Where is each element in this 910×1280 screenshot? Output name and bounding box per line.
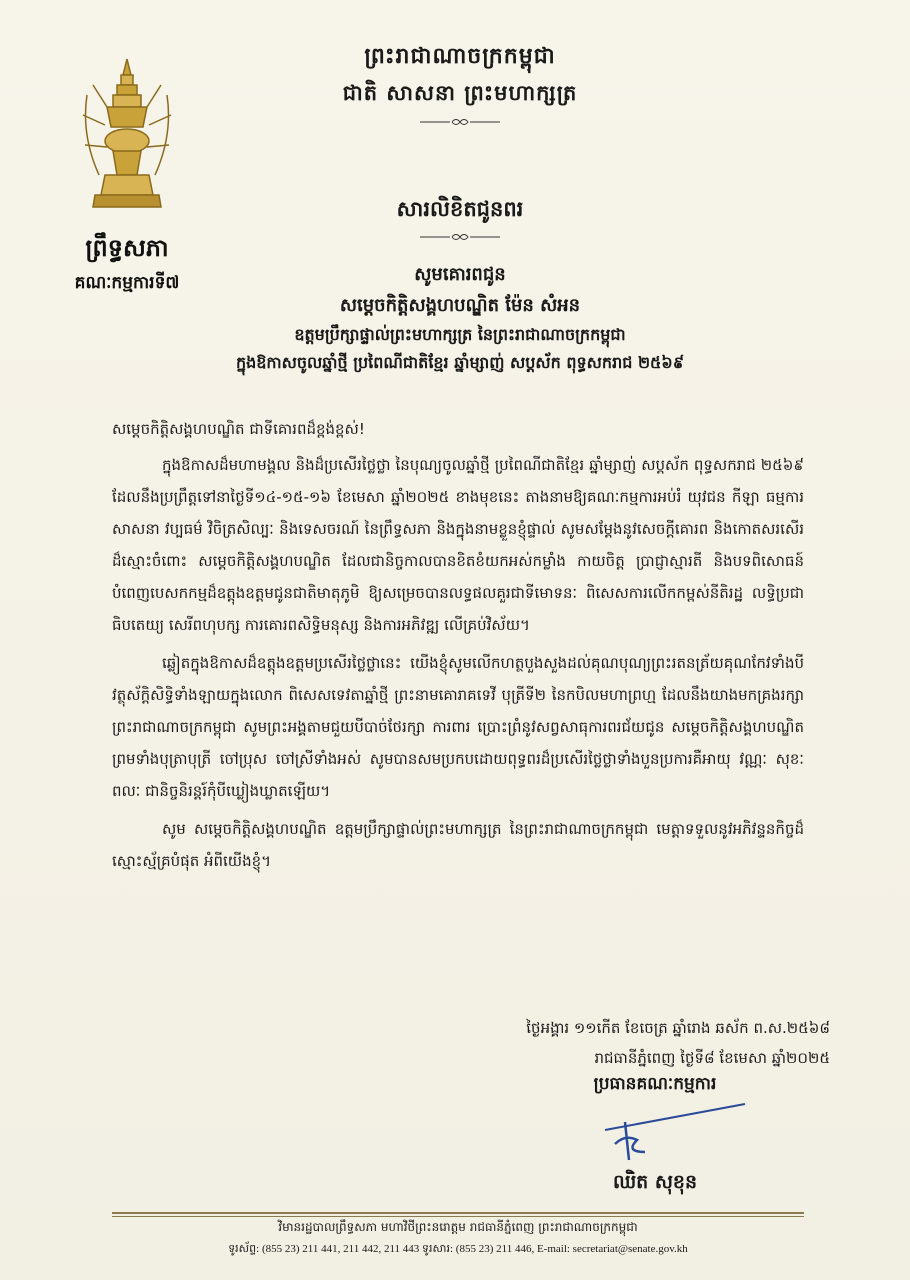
date-block — [410, 1013, 830, 1073]
footer-address: វិមានរដ្ឋបាលព្រឹទ្ធសភា មហាវិថីព្រះនរោត្តម រាជធានីភ្នំពេញ ព្រះរាជាណាចក្រកម្ពុជា — [278, 1220, 638, 1234]
letter-body — [112, 413, 804, 883]
kingdom-motto — [300, 42, 620, 127]
body-paragraph-3: សូម សម្តេចកិត្តិសង្គហបណ្ឌិត ឧត្តមប្រឹក្សាផ្ទាល់ព្រះមហាក្សត្រ នៃព្រះរាជាណាចក្រកម្ពុជា មេត្តាទទួលនូវអភិវន្ទនកិច្ចដ៏ស្មោះស្ម័គ្របំផុត អំពីយើងខ្ញុំ។ — [112, 820, 804, 870]
handwritten-signature — [595, 1100, 755, 1170]
salutation: សម្តេចកិត្តិសង្គហបណ្ឌិត ជាទីគោរពដ៏ខ្ពង់ខ្ពស់! — [112, 420, 365, 438]
divider-ornament-icon — [420, 117, 500, 127]
footer-divider-thin — [112, 1216, 804, 1217]
recipient-block — [130, 262, 790, 380]
kingdom-title: ព្រះរាជាណាចក្រកម្ពុជា — [364, 44, 556, 69]
national-motto: ជាតិ សាសនា ព្រះមហាក្សត្រ — [342, 81, 578, 105]
recipient-title: ឧត្តមប្រឹក្សាផ្ទាល់ព្រះមហាក្សត្រ នៃព្រះរាជាណាចក្រកម្ពុជា — [294, 325, 626, 344]
senate-emblem-icon — [77, 55, 177, 215]
lunar-date: ថ្ងៃអង្គារ ១១កើត ខែចេត្រ ឆ្នាំរោង ឆស័ក ព.ស.២៥៦៨ — [526, 1019, 830, 1037]
footer-contact: ទូរស័ព្ទ: (855 23) 211 441, 211 442, 211 443 ទូរសារ: (855 23) 211 446, E-mail: secretariat@senate.gov.kh — [228, 1243, 688, 1255]
occasion-line: ក្នុងឱកាសចូលឆ្នាំថ្មី ប្រពៃណីជាតិខ្មែរ ឆ្នាំម្សាញ់ សប្តស័ក ពុទ្ធសករាជ ២៥៦៩ — [235, 353, 685, 372]
footer-divider — [112, 1212, 804, 1214]
solar-date: រាជធានីភ្នំពេញ ថ្ងៃទី៨ ខែមេសា ឆ្នាំ២០២៥ — [594, 1049, 830, 1067]
signer-name: ឈិត សុខុន — [612, 1171, 698, 1193]
body-paragraph-2: ឆ្លៀតក្នុងឱកាសដ៏ឧត្តុងឧត្តមប្រសើរថ្លៃថ្លានេះ យើងខ្ញុំសូមលើកហត្ថបួងសួងដល់គុណបុណ្យព្រះរតនត្រ័យគុណកែវទាំងបី វត្ថុស័ក្តិសិទ្ធិទាំងឡាយក្នុងលោក ពិសេសទេវតាឆ្នាំថ្មី ព្រះនាមគោរាគទេវី បុត្រីទី២ នៃកបិលមហាព្រហ្ម ដែលនឹងយាងមកគ្រងរក្សាព្រះរាជាណាចក្រកម្ពុជា សូមព្រះអង្គតាមជួយបីបាច់ថែរក្សា ការពារ ប្រោះព្រំនូវសព្វសាធុការពរជ័យជូន សម្តេចកិត្តិសង្គហបណ្ឌិត ព្រមទាំងបុត្រាបុត្រី ចៅប្រុស ចៅស្រីទាំងអស់ សូមបានសមប្រកបដោយពុទ្ធពរដ៏ប្រសើរថ្លៃថ្លាទាំងបួនប្រការគឺអាយុ វណ្ណៈ សុខៈ ពលៈ ជានិច្ចនិរន្តរ៍កុំបីឃ្លៀងឃ្លាតឡើយ។ — [112, 654, 804, 800]
recipient-name: សម្តេចកិត្តិសង្គហបណ្ឌិត ម៉ែន សំអន — [339, 295, 581, 316]
commission-name: គណៈកម្មការទី៧ — [74, 273, 180, 293]
senate-header — [62, 55, 192, 297]
signer-position: ប្រធានគណៈកម្មការ — [593, 1074, 717, 1094]
body-paragraph-1: ក្នុងឱកាសដ៏មហាមង្គល និងដ៏ប្រសើរថ្លៃថ្លា នៃបុណ្យចូលឆ្នាំថ្មី ប្រពៃណីជាតិខ្មែរ ឆ្នាំម្សាញ់ សប្តស័ក ពុទ្ធសករាជ ២៥៦៩ ដែលនឹងប្រព្រឹត្តទៅនាថ្ងៃទី១៤-១៥-១៦ ខែមេសា ឆ្នាំ២០២៥ ខាងមុខនេះ តាងនាមឱ្យគណៈកម្មការអប់រំ យុវជន កីឡា ធម្មការ សាសនា វប្បធម៌ វិចិត្រសិល្បៈ និងទេសចរណ៍ នៃព្រឹទ្ធសភា និងក្នុងនាមខ្លួនខ្ញុំផ្ទាល់ សូមសម្តែងនូវសេចក្តីគោរព និងកោតសរសើរដ៏ស្មោះចំពោះ សម្តេចកិត្តិសង្គហបណ្ឌិត ដែលជានិច្ចកាលបានខិតខំយកអស់កម្លាំង កាយចិត្ត ប្រាជ្ញាស្មារតី និងបទពិសោធន៍ បំពេញបេសកកម្មដ៏ឧត្តុងឧត្តមជូនជាតិមាតុភូមិ ឱ្យសម្រេចបានលទ្ធផលគួរជាទីមោទនៈ ពិសេសការលើកកម្ពស់នីតិរដ្ឋ លទ្ធិប្រជាធិបតេយ្យ សេរីពហុបក្ស ការគោរពសិទ្ធិមនុស្ស និងការអភិវឌ្ឍ លើគ្រប់វិស័យ។ — [112, 456, 804, 634]
senate-name: ព្រឹទ្ធសភា — [85, 234, 169, 262]
document-title: សារលិខិតជូនពរ — [396, 197, 524, 221]
title-ornament-icon — [420, 232, 500, 242]
recipient-greeting: សូមគោរពជូន — [414, 264, 506, 285]
